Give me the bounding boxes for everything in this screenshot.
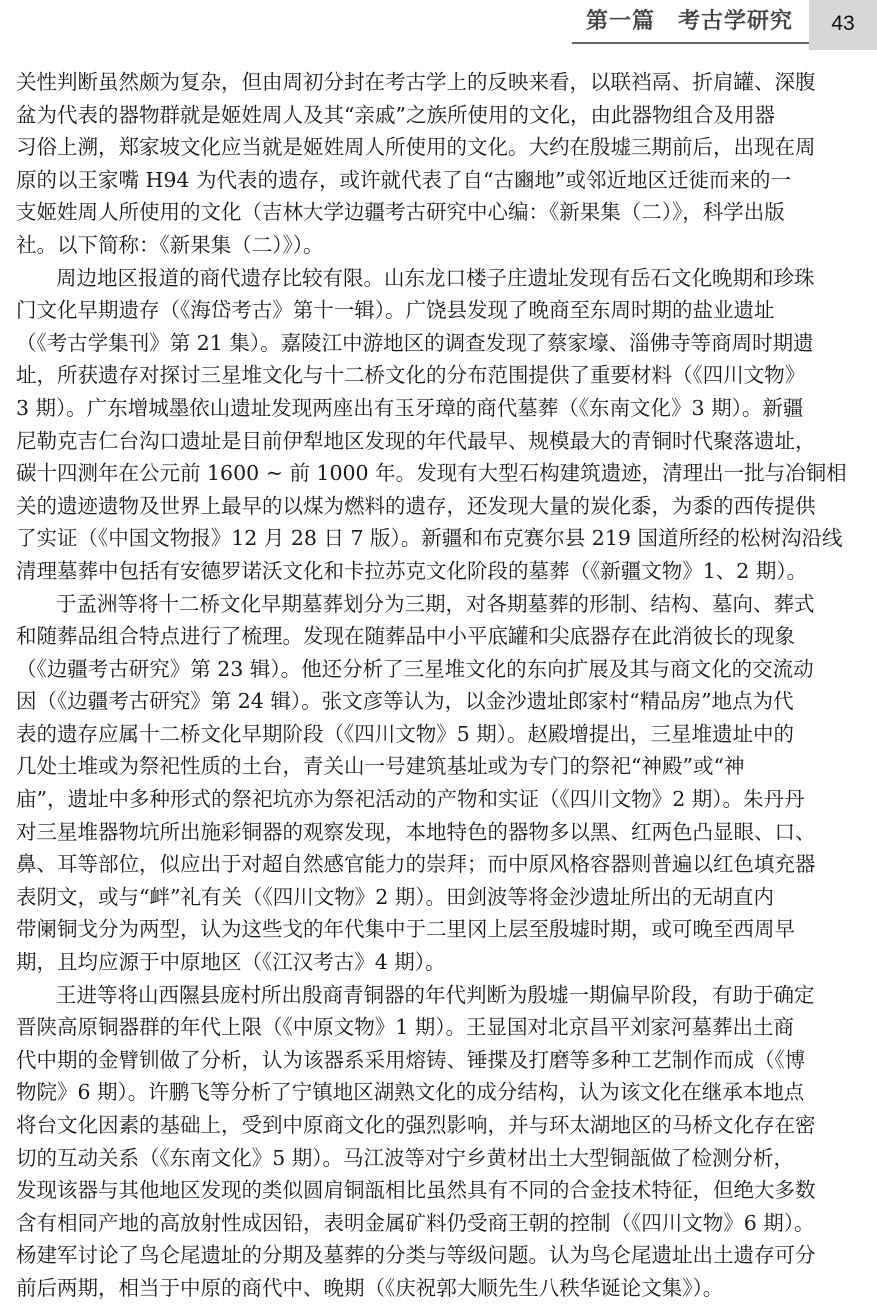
text-line: 尼勒克吉仁台沟口遗址是目前伊犁地区发现的年代最早、规模最大的青铜时代聚落遗址， <box>16 428 816 453</box>
text-line: 门文化早期遗存（《海岱考古》第十一辑）。广饶县发现了晚商至东周时期的盐业遗址 <box>16 298 775 323</box>
text-line: 表的遗存应属十二桥文化早期阶段（《四川文物》5 期）。赵殿增提出，三星堆遗址中的 <box>16 721 795 746</box>
section-title: 第一篇 考古学研究 <box>585 8 793 34</box>
text-line: 3 期）。广东增城墨依山遗址发现两座出有玉牙璋的商代墓葬（《东南文化》3 期）。新疆 <box>16 395 804 420</box>
text-line: 社。以下简称：《新果集（二）》）。 <box>16 232 324 257</box>
text-line: 碳十四测年在公元前 1600 ~ 前 1000 年。发现有大型石构建筑遗迹，清理出一批与冶铜相 <box>16 461 847 486</box>
text-line: 对三星堆器物坑所出施彩铜器的观察发现，本地特色的器物多以黑、红两色凸显眼、口、 <box>16 819 816 844</box>
text-line: 清理墓葬中包括有安德罗诺沃文化和卡拉苏克文化阶段的墓葬（《新疆文物》1、2 期）。 <box>16 558 808 583</box>
text-line: 于孟洲等将十二桥文化早期墓葬划分为三期，对各期墓葬的形制、结构、墓向、葬式 <box>56 591 815 616</box>
text-line: 址，所获遗存对探讨三星堆文化与十二桥文化的分布范围提供了重要材料（《四川文物》 <box>16 363 806 388</box>
text-line: 表阴文，或与“衅”礼有关（《四川文物》2 期）。田剑波等将金沙遗址所出的无胡直内 <box>16 884 775 909</box>
text-line: 和随葬品组合特点进行了梳理。发现在随葬品中小平底罐和尖底器存在此消彼长的现象 <box>16 624 795 649</box>
text-line: 发现该器与其他地区发现的类似圆肩铜瓿相比虽然具有不同的合金技术特征，但绝大多数 <box>16 1178 816 1203</box>
text-line: 几处土堆或为祭祀性质的土台，青关山一号建筑基址或为专门的祭祀“神殿”或“神 <box>16 754 745 779</box>
text-line: 物院》6 期）。许鹏飞等分析了宁镇地区湖熟文化的成分结构，认为该文化在继承本地点 <box>16 1080 805 1105</box>
text-line: 含有相同产地的高放射性成因铅，表明金属矿料仍受商王朝的控制（《四川文物》6 期）。 <box>16 1210 815 1235</box>
text-line: 周边地区报道的商代遗存比较有限。山东龙口楼子庄遗址发现有岳石文化晚期和珍珠 <box>56 265 815 290</box>
text-line: 因（《边疆考古研究》第 24 辑）。张文彦等认为，以金沙遗址郎家村“精品房”地点为代 <box>16 689 794 714</box>
text-line: 支姬姓周人所使用的文化（吉林大学边疆考古研究中心编：《新果集（二）》，科学出版 <box>16 200 785 225</box>
text-line: 关的遗迹遗物及世界上最早的以煤为燃料的遗存，还发现大量的炭化黍，为黍的西传提供 <box>16 493 816 518</box>
text-line: 习俗上溯，郑家坡文化应当就是姬姓周人所使用的文化。大约在殷墟三期前后，出现在周 <box>16 135 816 160</box>
text-line: 盆为代表的器物群就是姬姓周人及其“亲戚”之族所使用的文化，由此器物组合及用器 <box>16 102 775 127</box>
text-line: 切的互动关系（《东南文化》5 期）。马江波等对宁乡黄材出土大型铜瓿做了检测分析， <box>16 1145 795 1170</box>
text-line: 杨建军讨论了鸟仑尾遗址的分期及墓葬的分类与等级问题。认为鸟仑尾遗址出土遗存可分 <box>16 1243 816 1268</box>
text-line: 王进等将山西隰县庞村所出殷商青铜器的年代判断为殷墟一期偏早阶段，有助于确定 <box>56 982 815 1007</box>
text-line: （《考古学集刊》第 21 集）。嘉陵江中游地区的调查发现了蔡家壕、淄佛寺等商周时期遗 <box>16 330 814 355</box>
text-line: 晋陕高原铜器群的年代上限（《中原文物》1 期）。王显国对北京昌平刘家河墓葬出土商 <box>16 1015 795 1040</box>
text-line: 期，且均应源于中原地区（《江汉考古》4 期）。 <box>16 950 446 975</box>
text-line: 带阑铜戈分为两型，认为这些戈的年代集中于二里冈上层至殷墟时期，或可晚至西周早 <box>16 917 795 942</box>
text-line: 代中期的金臂钏做了分析，认为该器系采用熔铸、锤揲及打磨等多种工艺制作而成（《博 <box>16 1047 806 1072</box>
page-header <box>0 0 877 60</box>
text-line: 原的以王家嘴 H94 为代表的遗存，或许就代表了自“古豳地”或邻近地区迁徙而来的一 <box>16 167 791 192</box>
text-line: 关性判断虽然颇为复杂，但由周初分封在考古学上的反映来看，以联裆鬲、折肩罐、深腹 <box>16 70 816 94</box>
text-line: 了实证（《中国文物报》12 月 28 日 7 版）。新疆和布克赛尔县 219 国道所经的松树沟沿线 <box>16 526 843 551</box>
text-line: 鼻、耳等部位，似应出于对超自然感官能力的崇拜；而中原风格容器则普遍以红色填充器 <box>16 852 816 877</box>
text-line: 将台文化因素的基础上，受到中原商文化的强烈影响，并与环太湖地区的马桥文化存在密 <box>16 1113 816 1137</box>
body-text <box>16 66 864 1305</box>
text-line: （《边疆考古研究》第 23 辑）。他还分析了三星堆文化的东向扩展及其与商文化的交流动 <box>16 656 814 681</box>
page-number: 43 <box>831 12 855 35</box>
text-line: 庙”，遗址中多种形式的祭祀坑亦为祭祀活动的产物和实证（《四川文物》2 期）。朱丹丹 <box>16 787 805 812</box>
text-line: 前后两期，相当于中原的商代中、晚期（《庆祝郭大顺先生八秩华诞论文集》）。 <box>16 1275 724 1300</box>
